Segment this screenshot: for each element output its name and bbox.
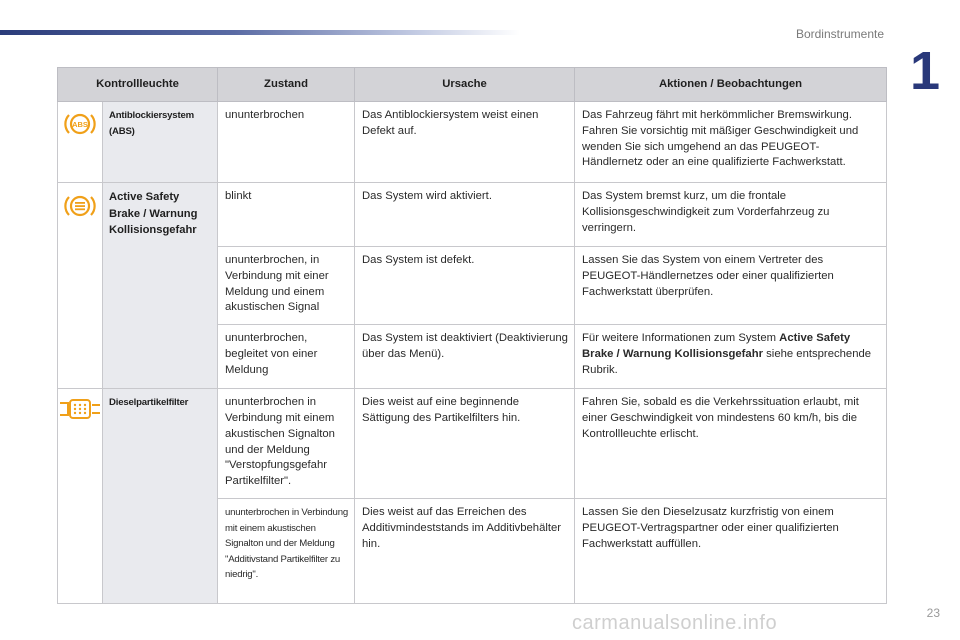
active-safety-cause-2: Das System ist defekt. <box>355 247 575 325</box>
diesel-particle-filter-icon <box>58 397 102 427</box>
active-safety-action-3 <box>575 325 887 389</box>
table-header-row <box>58 68 887 102</box>
table-row <box>58 183 887 247</box>
watermark: carmanualsonline.info <box>572 612 778 634</box>
abs-icon-cell <box>58 102 103 183</box>
diesel-name: Dieselpartikelfilter <box>103 389 218 604</box>
diesel-action-2: Lassen Sie den Dieselzusatz kurzfristig von einem PEUGEOT-Vertragspartner oder einer qualifizierten Fachwerkstatt auffüllen. <box>575 498 887 603</box>
action-text-suffix: siehe entsprechende Rubrik. <box>582 347 872 376</box>
section-title: Bordinstrumente <box>795 27 884 41</box>
active-safety-icon-cell <box>58 183 103 389</box>
diesel-action-1: Fahren Sie, sobald es die Verkehrssituation erlaubt, mit einer Geschwindigkeit von mindestens 60 km/h, bis die Kontrollleuchte erlischt. <box>575 389 887 499</box>
active-safety-cause-3: Das System ist deaktiviert (Deaktivierung über das Menü). <box>355 325 575 389</box>
abs-name: Antiblockiersystem (ABS) <box>103 102 218 183</box>
abs-action: Das Fahrzeug fährt mit herkömmlicher Bremswirkung. Fahren Sie vorsichtig mit mäßiger Geschwindigkeit und wenden Sie sich umgehend an das PEUGEOT-Händlernetz oder an eine qualifizierte Fachwerkstatt. <box>575 102 887 183</box>
action-text-prefix: Für weitere Informationen zum System <box>582 332 780 345</box>
diesel-state-1: ununterbrochen in Verbindung mit einem akustischen Signalton und der Meldung "Verstopfungsgefahr Partikelfilter". <box>218 389 355 499</box>
warning-lights-table <box>57 67 887 604</box>
diesel-cause-1: Dies weist auf eine beginnende Sättigung des Partikelfilters hin. <box>355 389 575 499</box>
active-safety-state-2: ununterbrochen, in Verbindung mit einer Meldung und einem akustischen Signal <box>218 247 355 325</box>
abs-warning-icon <box>63 110 97 144</box>
active-safety-cause-1: Das System wird aktiviert. <box>355 183 575 247</box>
action-text-bold: Active Safety Brake / Warnung Kollisionsgefahr <box>582 332 851 360</box>
active-safety-state-3: ununterbrochen, begleitet von einer Meldung <box>218 325 355 389</box>
svg-text:ABS: ABS <box>72 120 88 129</box>
column-header-ursache: Ursache <box>355 68 575 102</box>
table-row <box>58 389 887 499</box>
header-accent-bar <box>0 30 520 35</box>
diesel-state-2: ununterbrochen in Verbindung mit einem akustischen Signalton und der Meldung "Additivstand Partikelfilter zu niedrig". <box>218 498 355 603</box>
column-header-aktionen: Aktionen / Beobachtungen <box>575 68 887 102</box>
active-safety-action-1: Das System bremst kurz, um die frontale Kollisionsgeschwindigkeit zum Vorderfahrzeug zu verringern. <box>575 183 887 247</box>
active-safety-brake-icon <box>63 191 97 227</box>
column-header-zustand: Zustand <box>218 68 355 102</box>
active-safety-name: Active Safety Brake / Warnung Kollisionsgefahr <box>103 183 218 389</box>
active-safety-action-2: Lassen Sie das System von einem Vertreter des PEUGEOT-Händlernetzes oder einer qualifizierten Fachwerkstatt überprüfen. <box>575 247 887 325</box>
diesel-cause-2: Dies weist auf das Erreichen des Additivmindeststands im Additivbehälter hin. <box>355 498 575 603</box>
column-header-kontrollleuchte: Kontrollleuchte <box>58 68 218 102</box>
table-row <box>58 102 887 183</box>
diesel-icon-cell <box>58 389 103 604</box>
active-safety-state-1: blinkt <box>218 183 355 247</box>
page-number: 23 <box>926 606 940 620</box>
abs-cause: Das Antiblockiersystem weist einen Defekt auf. <box>355 102 575 183</box>
chapter-number: 1 <box>909 41 940 101</box>
abs-state: ununterbrochen <box>218 102 355 183</box>
